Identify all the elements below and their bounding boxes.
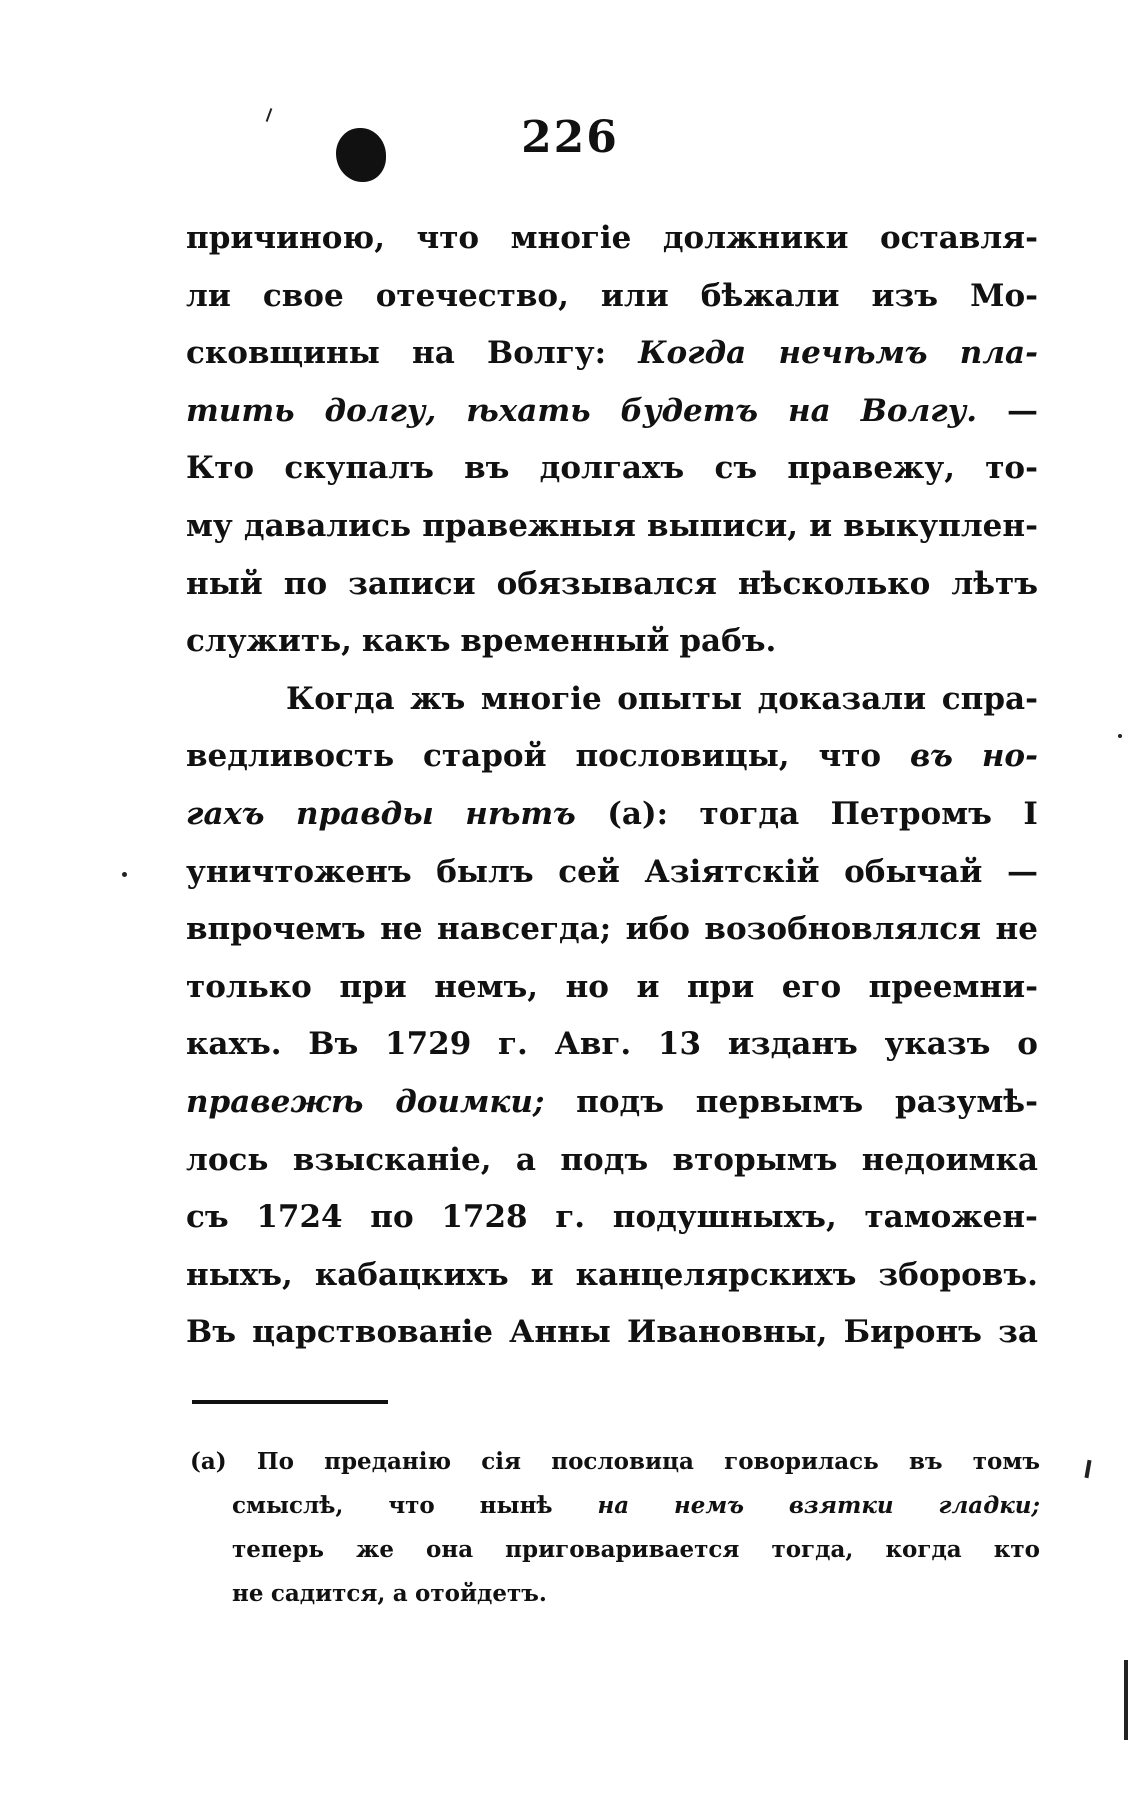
body-word: и [530, 1256, 554, 1293]
footnote-word: а [392, 1580, 408, 1607]
body-word: нѣтъ [465, 795, 576, 832]
body-word: изъ [871, 277, 939, 314]
body-line [186, 728, 1038, 786]
body-word: подушныхъ, [612, 1199, 837, 1236]
body-word: нечѣмъ [778, 335, 928, 372]
body-word: пословицы, [575, 738, 790, 775]
body-word: Когда [638, 335, 747, 372]
body-word: 1728 [441, 1199, 528, 1236]
body-word: отечество, [375, 277, 569, 314]
footnote-word: сія [481, 1448, 522, 1475]
body-word: разумѣ- [894, 1083, 1038, 1120]
body-word: правды [296, 795, 434, 832]
body-word: кахъ. [186, 1026, 282, 1063]
stray-mark [1124, 1660, 1128, 1740]
footnote-word: же [356, 1536, 394, 1563]
footnote-word: кто [993, 1536, 1040, 1563]
body-word: обычай [844, 853, 983, 890]
body-word: Биронъ [843, 1314, 982, 1351]
body-word: взысканіе, [292, 1141, 492, 1178]
footnote-word: на [597, 1492, 630, 1519]
body-word: уничтоженъ [186, 853, 412, 890]
body-word: о [1017, 1026, 1038, 1063]
body-word: его [781, 968, 842, 1005]
body-line [186, 959, 1038, 1017]
body-word: подъ [560, 1141, 649, 1178]
body-line [186, 1304, 1038, 1362]
footnote-word: взятки [788, 1492, 894, 1519]
body-text [186, 210, 1038, 1362]
footnote-word: отойдетъ. [415, 1580, 547, 1607]
body-word: г. [498, 1026, 528, 1063]
body-word: царствованіе [252, 1314, 493, 1351]
body-word: не [995, 911, 1038, 948]
body-word: правежѣ [186, 1083, 364, 1120]
body-word: 1724 [256, 1199, 343, 1236]
footnote-word: не [232, 1580, 264, 1607]
body-word: многіе [510, 220, 632, 256]
body-word: Азіятскій [644, 853, 820, 890]
footnote-word: пословица [551, 1448, 694, 1475]
body-word: Мо- [970, 277, 1038, 314]
footnote-word: она [426, 1536, 474, 1563]
body-word: сковщины [186, 335, 380, 372]
body-word: 1729 [385, 1026, 472, 1063]
body-word: на [412, 335, 455, 372]
body-word: въ [464, 450, 510, 487]
body-word: ведливость [186, 738, 395, 775]
body-line [186, 1189, 1038, 1247]
body-word: лось [186, 1141, 269, 1178]
body-word: гахъ [186, 795, 265, 832]
body-word: или [600, 277, 669, 314]
body-word: и [809, 507, 833, 544]
body-word: 13 [657, 1026, 702, 1063]
body-word: выписи, [647, 507, 798, 544]
footnote-word: что [388, 1492, 435, 1519]
body-line [186, 556, 1038, 614]
body-word: за [998, 1314, 1038, 1351]
body-line [186, 844, 1038, 902]
stray-mark [1118, 734, 1122, 738]
body-word: но- [981, 738, 1038, 775]
body-word: вторымъ [672, 1141, 838, 1178]
body-word: изданъ [727, 1026, 858, 1063]
footnote-word: (а) [190, 1448, 227, 1475]
footnote-word: теперь [232, 1536, 325, 1563]
body-word: таможен- [864, 1199, 1038, 1236]
body-word: свое [262, 277, 344, 314]
body-line [186, 671, 1038, 729]
body-word: (а): [607, 795, 669, 832]
footnote-word: говорилась [724, 1448, 879, 1475]
body-word: указъ [884, 1026, 991, 1063]
body-word: выкуплен- [843, 507, 1038, 544]
body-line [186, 786, 1038, 844]
body-word: опыты [617, 680, 743, 717]
footnote-word: томъ [972, 1448, 1040, 1475]
body-word: причиною, [186, 220, 385, 256]
body-word: и [636, 968, 660, 1005]
body-line [186, 498, 1038, 556]
body-word: зборовъ. [878, 1256, 1038, 1293]
body-word: — [1006, 392, 1038, 429]
body-line [186, 210, 1038, 268]
footnote-word: садится, [270, 1580, 386, 1607]
footnote-word: нынѣ [479, 1492, 553, 1519]
page-number: 226 [521, 112, 619, 163]
footnote-word: преданію [324, 1448, 452, 1475]
body-line [186, 1016, 1038, 1074]
body-word: Волгу. [860, 392, 978, 429]
footnote-line [190, 1572, 1040, 1616]
footnote-word: немъ [674, 1492, 745, 1519]
body-word: что [416, 220, 480, 256]
body-line [186, 325, 1038, 383]
body-word: многіе [480, 680, 602, 717]
body-word: давались [243, 507, 412, 544]
body-word: на [788, 392, 831, 429]
body-word: тить [186, 392, 295, 429]
body-word: Въ [186, 1314, 236, 1351]
body-word: въ [910, 738, 953, 775]
body-word: ѣхать [466, 392, 591, 429]
footnote-word: когда [885, 1536, 962, 1563]
body-word: съ [186, 1199, 229, 1236]
stray-mark [1084, 1460, 1091, 1478]
footnote-word: По [256, 1448, 294, 1475]
body-word: будетъ [620, 392, 759, 429]
footnote-line [190, 1484, 1040, 1528]
body-word: не [380, 911, 423, 948]
footnote-rule [192, 1400, 388, 1404]
body-word: — [1006, 853, 1038, 890]
body-line [186, 1132, 1038, 1190]
body-word: какъ [361, 623, 451, 660]
body-word: правежныя [422, 507, 636, 544]
body-word: Когда [286, 680, 395, 717]
body-line [186, 268, 1038, 326]
body-word: служить, [186, 623, 352, 660]
body-word: долгахъ [539, 450, 685, 487]
body-word: скупалъ [284, 450, 434, 487]
body-word: первымъ [695, 1083, 864, 1120]
footnote-line [190, 1528, 1040, 1572]
body-word: ибо [625, 911, 690, 948]
body-word: возобновлялся [704, 911, 982, 948]
body-line [186, 613, 1038, 671]
body-word: а [515, 1141, 536, 1178]
footnote-word: гладки; [938, 1492, 1040, 1519]
body-word: сей [558, 853, 620, 890]
footnote [190, 1440, 1040, 1616]
body-word: бѣжали [700, 277, 840, 314]
stray-mark [122, 872, 127, 877]
body-word: только [186, 968, 312, 1005]
body-word: рабъ. [679, 623, 777, 660]
body-word: спра- [941, 680, 1038, 717]
body-word: впрочемъ [186, 911, 366, 948]
body-word: канцелярскихъ [575, 1256, 857, 1293]
body-word: нѣсколько [737, 565, 931, 602]
body-word: ный [186, 565, 263, 602]
body-word: долгу, [324, 392, 437, 429]
body-line [186, 1074, 1038, 1132]
body-word: оставля- [879, 220, 1038, 256]
body-word: но [565, 968, 609, 1005]
body-word: преемни- [868, 968, 1038, 1005]
body-word: съ [714, 450, 758, 487]
body-word: по [283, 565, 328, 602]
footnote-word: въ [908, 1448, 943, 1475]
body-word: старой [423, 738, 547, 775]
body-word: Волгу: [487, 335, 607, 372]
footnote-line [190, 1440, 1040, 1484]
body-word: что [818, 738, 882, 775]
body-word: навсегда; [437, 911, 612, 948]
body-word: Ивановны, [627, 1314, 828, 1351]
body-word: Авг. [554, 1026, 632, 1063]
body-line [186, 1247, 1038, 1305]
body-line [186, 901, 1038, 959]
footnote-word: смыслѣ, [232, 1492, 344, 1519]
body-word: немъ, [434, 968, 539, 1005]
body-word: то- [985, 450, 1038, 487]
body-word: должники [662, 220, 849, 256]
footnote-word: тогда, [771, 1536, 854, 1563]
body-word: ныхъ, [186, 1256, 293, 1293]
footnote-word: приговаривается [505, 1536, 740, 1563]
body-word: жъ [410, 680, 466, 717]
body-word: доказали [757, 680, 927, 717]
body-word: обязывался [496, 565, 717, 602]
body-word: при [686, 968, 755, 1005]
body-word: г. [555, 1199, 586, 1236]
body-word: Петромъ [830, 795, 992, 832]
body-word: кабацкихъ [314, 1256, 509, 1293]
body-word: Кто [186, 450, 255, 487]
body-word: лѣтъ [951, 565, 1038, 602]
body-line [186, 440, 1038, 498]
body-word: доимки; [395, 1083, 545, 1120]
body-word: недоимка [861, 1141, 1038, 1178]
body-word: Анны [509, 1314, 611, 1351]
body-word: правежу, [787, 450, 955, 487]
body-word: записи [348, 565, 476, 602]
body-word: при [339, 968, 407, 1005]
body-word: былъ [436, 853, 534, 890]
body-word: пла- [959, 335, 1038, 372]
body-word: тогда [699, 795, 800, 832]
body-word: I [1023, 795, 1038, 832]
body-word: по [370, 1199, 414, 1236]
body-line [186, 383, 1038, 441]
body-word: подъ [576, 1083, 664, 1120]
body-word: временный [460, 623, 670, 660]
body-word: Въ [308, 1026, 359, 1063]
body-word: му [186, 507, 233, 544]
body-word: ли [186, 277, 231, 314]
